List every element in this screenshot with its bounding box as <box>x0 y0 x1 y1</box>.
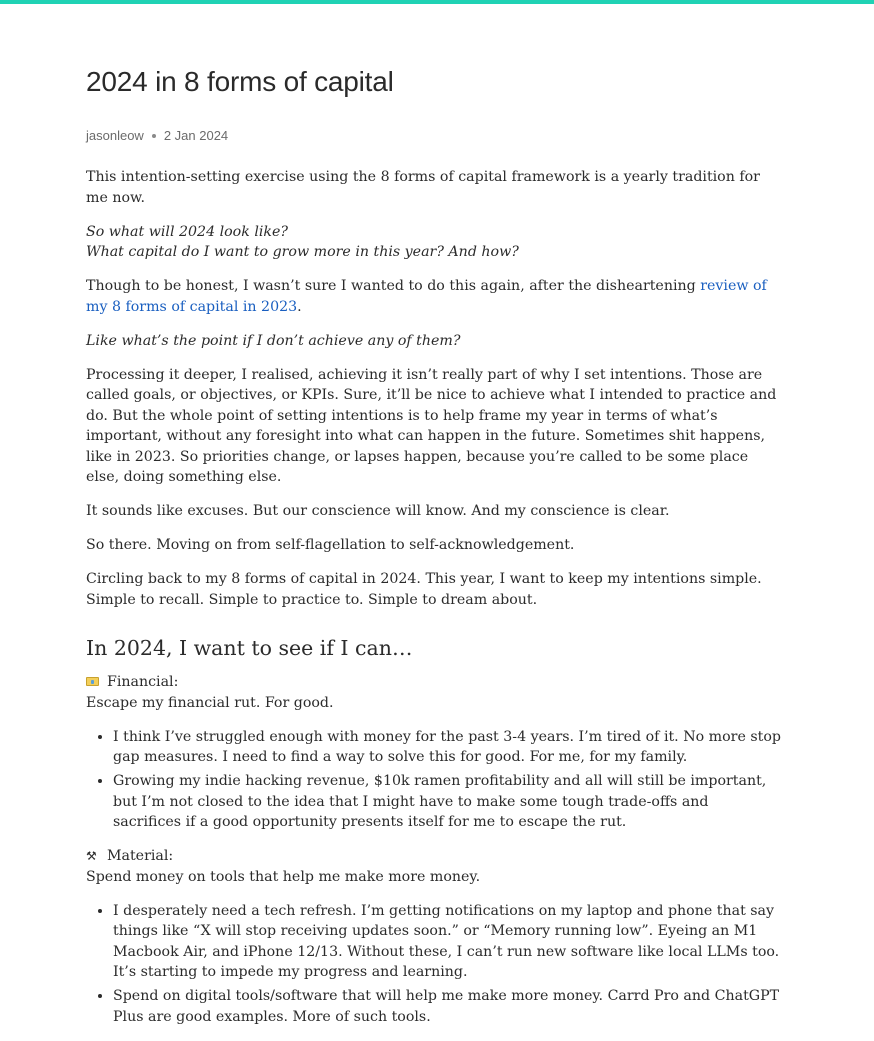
question-line: What capital do I want to grow more in this year? And how? <box>86 244 519 260</box>
top-accent-bar <box>0 0 874 4</box>
paragraph: Processing it deeper, I realised, achieving it isn’t really part of why I set intentions. Those are called goals, or objectives, or KPIs. Sure, it’ll be nice to achieve what I intended to practice and do. But the whole point of setting intentions is to help frame my year in terms of what’s important, without any foresight into what can happen in the future. Sometimes shit happens, like in 2023. So priorities change, or lapses happen, because you’re called to be some place else, doing something else. <box>86 366 777 485</box>
paragraph <box>86 331 781 352</box>
paragraph-text: . <box>297 298 302 315</box>
capital-bullets <box>86 901 781 1028</box>
list-item: • I desperately need a tech refresh. I’m getting notifications on my laptop and phone that say things like “X will stop receiving updates soon.” or “Memory running low”. Eyeing an M1 Macbook Air, and iPhone 12/13. Without these, I can’t run new software like local LLMs too. It’s starting to impede my progress and learning. <box>113 901 781 983</box>
list-item: • I think I’ve struggled enough with money for the past 3-4 years. I’m tired of it. No more stop gap measures. I need to find a way to solve this for good. For me, for my family. <box>113 727 781 768</box>
capital-intention: Escape my financial rut. For good. <box>86 694 334 711</box>
hammer-and-pick-icon: ⚒ <box>86 849 97 864</box>
post-body <box>86 167 781 1041</box>
list-item: • Growing my indie hacking revenue, $10k ramen profitability and all will still be important, but I’m not closed to the idea that I might have to make some tough trade-offs and sacrifices if a good opportunity presents itself for me to escape the rut. <box>113 771 781 833</box>
list-item: • Spend on digital tools/software that will help me make more money. Carrd Pro and ChatGPT Plus are good examples. More of such tools. <box>113 986 781 1027</box>
question-block <box>86 222 781 263</box>
capital-bullets <box>86 727 781 833</box>
paragraph: This intention-setting exercise using the 8 forms of capital framework is a yearly tradition for me now. <box>86 169 760 206</box>
paragraph: So there. Moving on from self-flagellation to self-acknowledgement. <box>86 537 575 553</box>
capital-intention: Spend money on tools that help me make more money. <box>86 868 481 885</box>
capital-name: Financial: <box>107 674 179 690</box>
capital-name: Material: <box>107 848 174 864</box>
paragraph-text: Though to be honest, I wasn’t sure I wanted to do this again, after the disheartening <box>86 278 701 294</box>
capital-material <box>86 846 781 887</box>
post-title: 2024 in 8 forms of capital <box>86 66 394 97</box>
capital-label <box>86 672 781 693</box>
post-date: 2 Jan 2024 <box>163 128 229 143</box>
question-line: So what will 2024 look like? <box>86 223 289 240</box>
money-icon <box>86 672 100 692</box>
author-link[interactable]: jasonleow <box>86 128 144 143</box>
question-line: Like what’s the point if I don’t achieve any of them? <box>86 332 461 349</box>
paragraph: It sounds like excuses. But our conscience will know. And my conscience is clear. <box>86 503 670 519</box>
paragraph: Circling back to my 8 forms of capital in 2024. This year, I want to keep my intentions simple. Simple to recall. Simple to practice to. Simple to dream about. <box>86 571 762 608</box>
capital-financial <box>86 672 781 713</box>
capital-label <box>86 846 781 867</box>
post-meta <box>86 128 228 143</box>
section-heading: In 2024, I want to see if I can… <box>86 636 413 660</box>
paragraph <box>86 276 781 317</box>
review-2023-link[interactable]: review of my 8 forms of capital in 2023 <box>86 278 767 315</box>
meta-separator-dot <box>152 134 156 138</box>
